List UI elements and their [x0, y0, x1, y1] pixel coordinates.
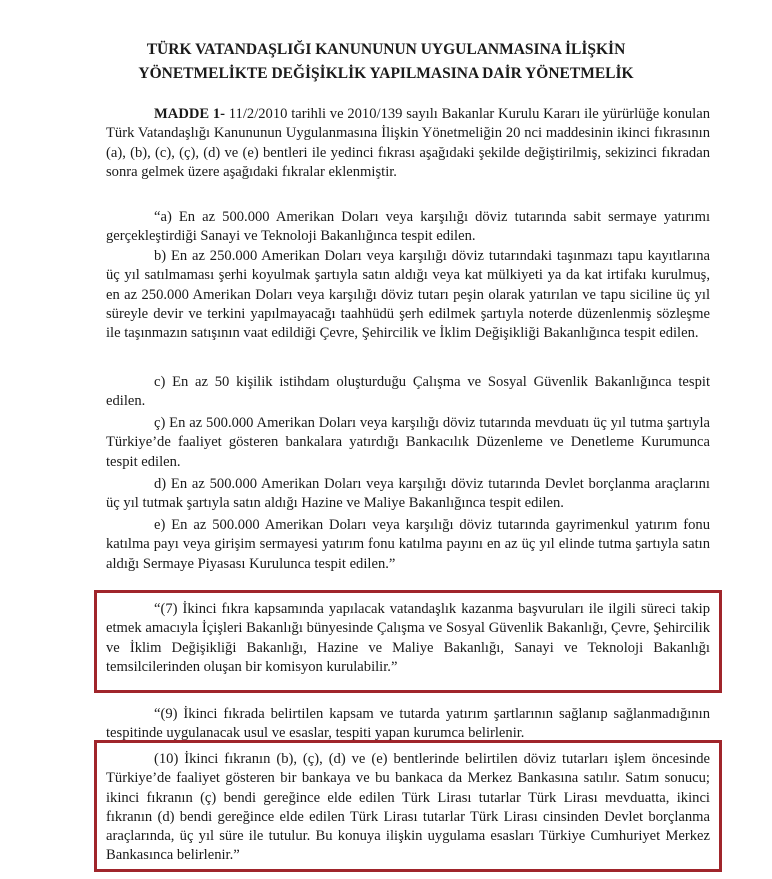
- fikra-10: (10) İkinci fıkranın (b), (ç), (d) ve (e) bentlerinde belirtilen döviz tutarları işlem öncesinde Türkiye’de faaliyet gösteren bir bankaya ve bu bankaca da Merkez Bankasına satılır. Satım sonucu; ikinci fıkranın (ç) bendi gereğince elde edilen Türk Lirası tutarlar Türk Lirası mevduatta, ikinci fıkranın (d) bendi gereğince elde edilen Türk Lirası tutarlar Türk Lirası cinsinden Devlet borçlanma araçlarında, üç yıl süre ile tutulur. Bu konuya ilişkin uygulama esasları Türkiye Cumhuriyet Merkez Bankasınca belirlenir.”: [106, 751, 710, 864]
- madde-1-paragraph: [106, 105, 710, 182]
- bent-b: b) En az 250.000 Amerikan Doları veya karşılığı döviz tutarındaki taşınmazı tapu kayıtlarına üç yıl satılmaması şerhi koyulmak şartıyla satın aldığı veya kat mülkiyeti ya da kat irtifakı kurulmuş, en az 250.000 Amerikan Doları veya karşılığı döviz tutarı peşin olarak yatırılan ve tapu siciline üç yıl süreyle devir ve terkini yapılmayacağı taahhüdü şerh edilmek şartıyla noterde düzenlenmiş sözleşme ile taşınmazın satışının vaat edildiği Çevre, Şehircilik ve İklim Değişikliği Bakanlığınca tespit edilen.: [106, 248, 710, 342]
- bent-d: d) En az 500.000 Amerikan Doları veya karşılığı döviz tutarında Devlet borçlanma araçlarını üç yıl tutmak şartıyla satın aldığı Hazine ve Maliye Bakanlığınca tespit edilen.: [106, 476, 710, 512]
- title-line-1: TÜRK VATANDAŞLIĞI KANUNUNUN UYGULANMASINA İLİŞKİN: [146, 41, 626, 58]
- bent-e: e) En az 500.000 Amerikan Doları veya karşılığı döviz tutarında gayrimenkul yatırım fonu katılma payı veya girişim sermayesi yatırım fonu katılma payını en az üç yıl elinde tutma şartıyla satın aldığı Sermaye Piyasası Kurulunca tespit edilen.”: [106, 517, 710, 572]
- madde-label: MADDE 1-: [154, 106, 226, 122]
- title-line-2: YÖNETMELİKTE DEĞİŞİKLİK YAPILMASINA DAİR YÖNETMELİK: [138, 65, 634, 82]
- madde-text: 11/2/2010 tarihli ve 2010/139 sayılı Bakanlar Kurulu Kararı ile yürürlüğe konulan Türk Vatandaşlığı Kanununun Uygulanmasına İlişkin Yönetmeliğin 20 nci maddesinin ikinci fıkrasının (a), (b), (c), (ç), (d) ve (e) bentleri ile yedinci fıkrası aşağıdaki şekilde değiştirilmiş, sekizinci fıkradan sonra gelmek üzere aşağıdaki fıkralar eklenmiştir.: [106, 106, 711, 180]
- fikra-9: “(9) İkinci fıkrada belirtilen kapsam ve tutarda yatırım şartlarının sağlanıp sağlanmadığının tespitinde uygulanacak usul ve esaslar, tespiti yapan kurumca belirlenir.: [106, 706, 710, 742]
- document-title: [0, 38, 772, 86]
- bent-c: c) En az 50 kişilik istihdam oluşturduğu Çalışma ve Sosyal Güvenlik Bakanlığınca tespit edilen.: [106, 374, 710, 410]
- bent-cc: ç) En az 500.000 Amerikan Doları veya karşılığı döviz tutarında mevduatı üç yıl tutma şartıyla Türkiye’de faaliyet gösteren bankalara yatırdığı Bankacılık Düzenleme ve Denetleme Kurumunca tespit edilen.: [106, 415, 710, 470]
- fikra-7: “(7) İkinci fıkra kapsamında yapılacak vatandaşlık kazanma başvuruları ile ilgili süreci takip etmek amacıyla İçişleri Bakanlığı bünyesinde Çalışma ve Sosyal Güvenlik Bakanlığı, Çevre, Şehircilik ve İklim Değişikliği Bakanlığı, Hazine ve Maliye Bakanlığı, Sanayi ve Teknoloji Bakanlığı temsilcilerinden oluşan bir komisyon kurulabilir.”: [106, 601, 710, 675]
- bent-a: “a) En az 500.000 Amerikan Doları veya karşılığı döviz tutarında sabit sermaye yatırımı gerçekleştirdiği Sanayi ve Teknoloji Bakanlığınca tespit edilen.: [106, 209, 710, 245]
